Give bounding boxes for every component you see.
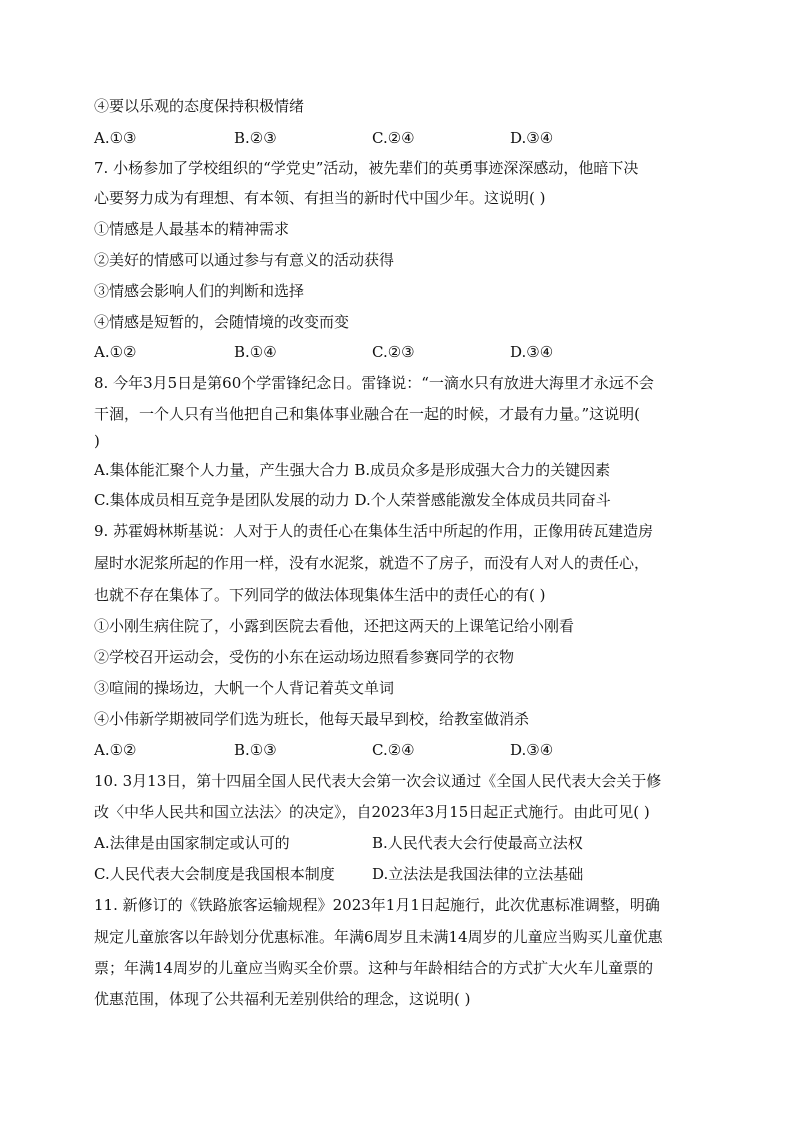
q6-item-4: ④要以乐观的态度保持积极情绪: [94, 97, 305, 115]
q11-stem-line-2: 规定儿童旅客以年龄划分优惠标准。年满6周岁且未满14周岁的儿童应当购买儿童优惠: [94, 928, 663, 946]
q10-option-d: D.立法法是我国法律的立法基础: [372, 865, 584, 883]
q7-stem-line-2: 心要努力成为有理想、有本领、有担当的新时代中国少年。这说明( ): [94, 189, 546, 207]
q10-option-c: C.人民代表大会制度是我国根本制度: [94, 865, 335, 883]
q9-option-c: C.②④: [372, 741, 415, 759]
q6-option-c: C.②④: [372, 129, 415, 147]
q8-stem-line-2: 干涸，一个人只有当他把自己和集体事业融合在一起的时候，才最有力量。”这说明(: [94, 405, 641, 423]
q11-stem-line-4: 优惠范围，体现了公共福利无差别供给的理念，这说明( ): [94, 990, 471, 1008]
q7-option-a: A.①②: [94, 343, 137, 361]
q9-item-1: ①小刚生病住院了，小露到医院去看他，还把这两天的上课笔记给小刚看: [94, 617, 575, 635]
q6-option-b: B.②③: [234, 129, 277, 147]
q11-stem-line-3: 票；年满14周岁的儿童应当购买全价票。这种与年龄相结合的方式扩大火车儿童票的: [94, 959, 654, 977]
q7-item-1: ①情感是人最基本的精神需求: [94, 220, 290, 238]
q9-option-a: A.①②: [94, 741, 137, 759]
q7-stem-line-1: 7. 小杨参加了学校组织的“学党史”活动，被先辈们的英勇事迹深深感动，他暗下决: [94, 159, 639, 177]
q7-option-c: C.②③: [372, 343, 415, 361]
q9-item-4: ④小伟新学期被同学们选为班长，他每天最早到校，给教室做消杀: [94, 710, 530, 728]
q10-option-b: B.人民代表大会行使最高立法权: [372, 834, 583, 852]
q8-stem-line-1: 8. 今年3月5日是第60个学雷锋纪念日。雷锋说：“一滴水只有放进大海里才永远不会: [94, 374, 654, 392]
q9-option-b: B.①③: [234, 741, 277, 759]
q7-item-4: ④情感是短暂的，会随情境的改变而变: [94, 313, 350, 331]
q8-stem-line-3: ): [94, 432, 100, 450]
q9-option-d: D.③④: [510, 741, 554, 759]
q6-option-a: A.①③: [94, 129, 137, 147]
q7-item-2: ②美好的情感可以通过参与有意义的活动获得: [94, 251, 395, 269]
q9-stem-line-2: 屋时水泥浆所起的作用一样，没有水泥浆，就造不了房子，而没有人对人的责任心，: [94, 554, 650, 572]
q6-option-d: D.③④: [510, 129, 554, 147]
q10-stem-line-2: 改〈中华人民共和国立法法〉的决定》，自2023年3月15日起正式施行。由此可见( ): [94, 803, 650, 821]
q10-stem-line-1: 10. 3月13日，第十四届全国人民代表大会第一次会议通过《全国人民代表大会关于修: [94, 772, 662, 790]
q9-stem-line-1: 9. 苏霍姆林斯基说：人对于人的责任心在集体生活中所起的作用，正像用砖瓦建造房: [94, 522, 654, 540]
q7-item-3: ③情感会影响人们的判断和选择: [94, 282, 305, 300]
q9-item-2: ②学校召开运动会，受伤的小东在运动场边照看参赛同学的衣物: [94, 648, 515, 666]
q7-option-b: B.①④: [234, 343, 277, 361]
q9-stem-line-3: 也就不存在集体了。下列同学的做法体现集体生活中的责任心的有( ): [94, 586, 546, 604]
q9-item-3: ③喧闹的操场边，大帆一个人背记着英文单词: [94, 679, 395, 697]
q7-option-d: D.③④: [510, 343, 554, 361]
q8-option-line-2: C.集体成员相互竞争是团队发展的动力 D.个人荣誉感能激发全体成员共同奋斗: [94, 491, 611, 509]
q10-option-a: A.法律是由国家制定或认可的: [94, 834, 290, 852]
q11-stem-line-1: 11. 新修订的《铁路旅客运输规程》2023年1月1日起施行，此次优惠标准调整，明确: [94, 896, 660, 914]
q8-option-line-1: A.集体能汇聚个人力量，产生强大合力 B.成员众多是形成强大合力的关键因素: [94, 461, 611, 479]
